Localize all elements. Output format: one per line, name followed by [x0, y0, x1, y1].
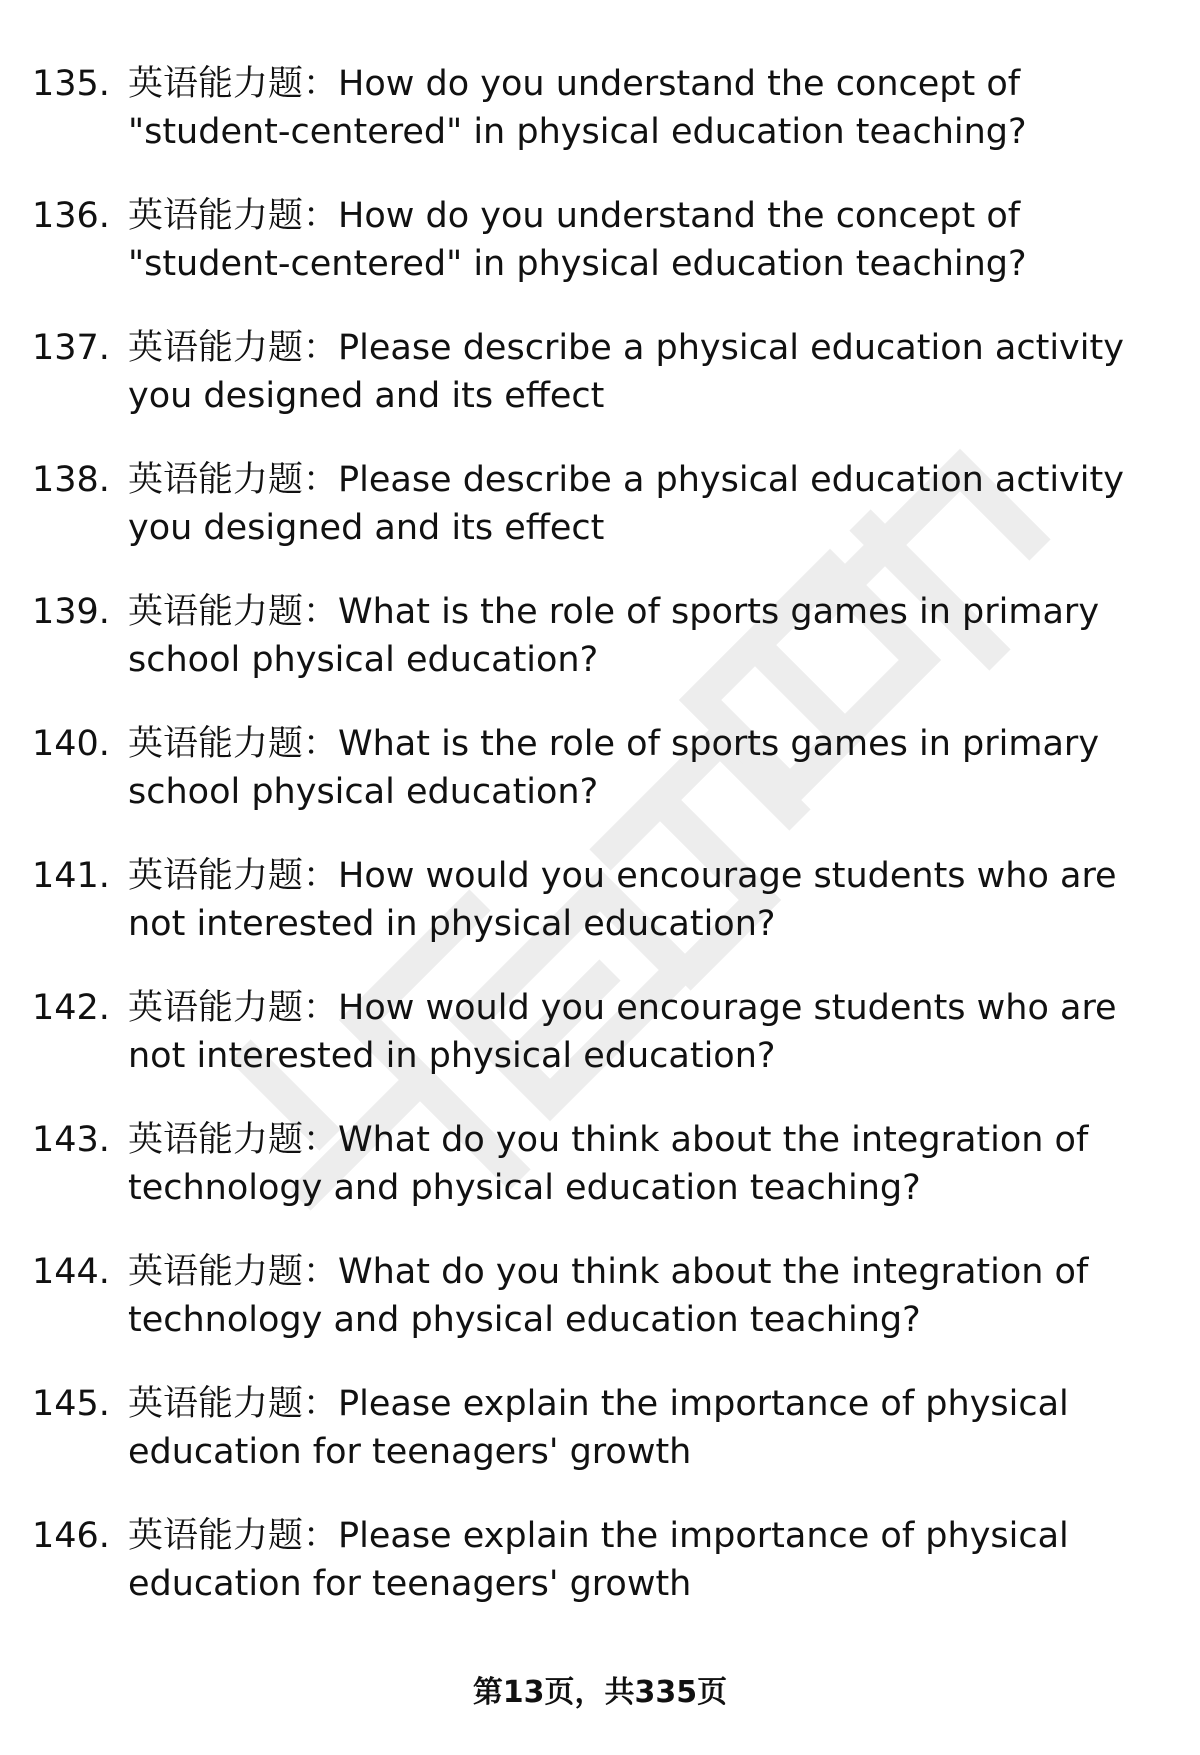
- question-text: [128, 588, 1158, 684]
- list-item: [0, 852, 1200, 984]
- question-text: [128, 192, 1158, 288]
- question-text: [128, 1248, 1158, 1344]
- question-body: Please explain the importance of physical education for teenagers' growth: [128, 1384, 1069, 1472]
- list-item: [0, 1512, 1200, 1644]
- list-item: [0, 192, 1200, 324]
- question-text: [128, 1116, 1158, 1212]
- question-text: [128, 60, 1158, 156]
- question-body: How would you encourage students who are not interested in physical education?: [128, 988, 1117, 1076]
- question-tag: 英语能力题：: [128, 1252, 339, 1292]
- question-body: How would you encourage students who are not interested in physical education?: [128, 856, 1117, 944]
- question-tag: 英语能力题：: [128, 592, 339, 632]
- question-number: 138.: [32, 460, 110, 500]
- question-number: 135.: [32, 64, 110, 104]
- question-tag: 英语能力题：: [128, 856, 339, 896]
- question-number: 145.: [32, 1384, 110, 1424]
- list-item: [0, 1116, 1200, 1248]
- question-body: Please describe a physical education activity you designed and its effect: [128, 460, 1124, 548]
- question-number: 140.: [32, 724, 110, 764]
- question-tag: 英语能力题：: [128, 64, 339, 104]
- list-item: [0, 1380, 1200, 1512]
- list-item: [0, 984, 1200, 1116]
- list-item: [0, 60, 1200, 192]
- question-tag: 英语能力题：: [128, 460, 339, 500]
- question-number: 142.: [32, 988, 110, 1028]
- question-body: Please describe a physical education activity you designed and its effect: [128, 328, 1124, 416]
- question-tag: 英语能力题：: [128, 988, 339, 1028]
- question-number: 146.: [32, 1516, 110, 1556]
- question-text: [128, 852, 1158, 948]
- question-body: How do you understand the concept of "student-centered" in physical education teaching?: [128, 64, 1027, 152]
- question-tag: 英语能力题：: [128, 328, 339, 368]
- question-body: Please explain the importance of physical education for teenagers' growth: [128, 1516, 1069, 1604]
- list-item: [0, 1248, 1200, 1380]
- question-body: What do you think about the integration of technology and physical education teaching?: [128, 1120, 1089, 1208]
- question-body: How do you understand the concept of "student-centered" in physical education teaching?: [128, 196, 1027, 284]
- question-number: 139.: [32, 592, 110, 632]
- question-body: What is the role of sports games in primary school physical education?: [128, 592, 1100, 680]
- question-tag: 英语能力题：: [128, 196, 339, 236]
- page-number-footer: 第13页，共335页: [472, 1675, 728, 1710]
- question-body: What is the role of sports games in primary school physical education?: [128, 724, 1100, 812]
- question-number: 136.: [32, 196, 110, 236]
- question-text: [128, 720, 1158, 816]
- list-item: [0, 324, 1200, 456]
- question-number: 137.: [32, 328, 110, 368]
- question-body: What do you think about the integration of technology and physical education teaching?: [128, 1252, 1089, 1340]
- list-item: [0, 720, 1200, 852]
- question-list: [0, 60, 1200, 1644]
- list-item: [0, 456, 1200, 588]
- question-tag: 英语能力题：: [128, 1120, 339, 1160]
- question-number: 144.: [32, 1252, 110, 1292]
- question-number: 143.: [32, 1120, 110, 1160]
- question-text: [128, 324, 1158, 420]
- question-tag: 英语能力题：: [128, 1516, 339, 1556]
- question-text: [128, 1512, 1158, 1608]
- question-tag: 英语能力题：: [128, 1384, 339, 1424]
- question-text: [128, 456, 1158, 552]
- question-number: 141.: [32, 856, 110, 896]
- question-tag: 英语能力题：: [128, 724, 339, 764]
- question-text: [128, 1380, 1158, 1476]
- question-text: [128, 984, 1158, 1080]
- list-item: [0, 588, 1200, 720]
